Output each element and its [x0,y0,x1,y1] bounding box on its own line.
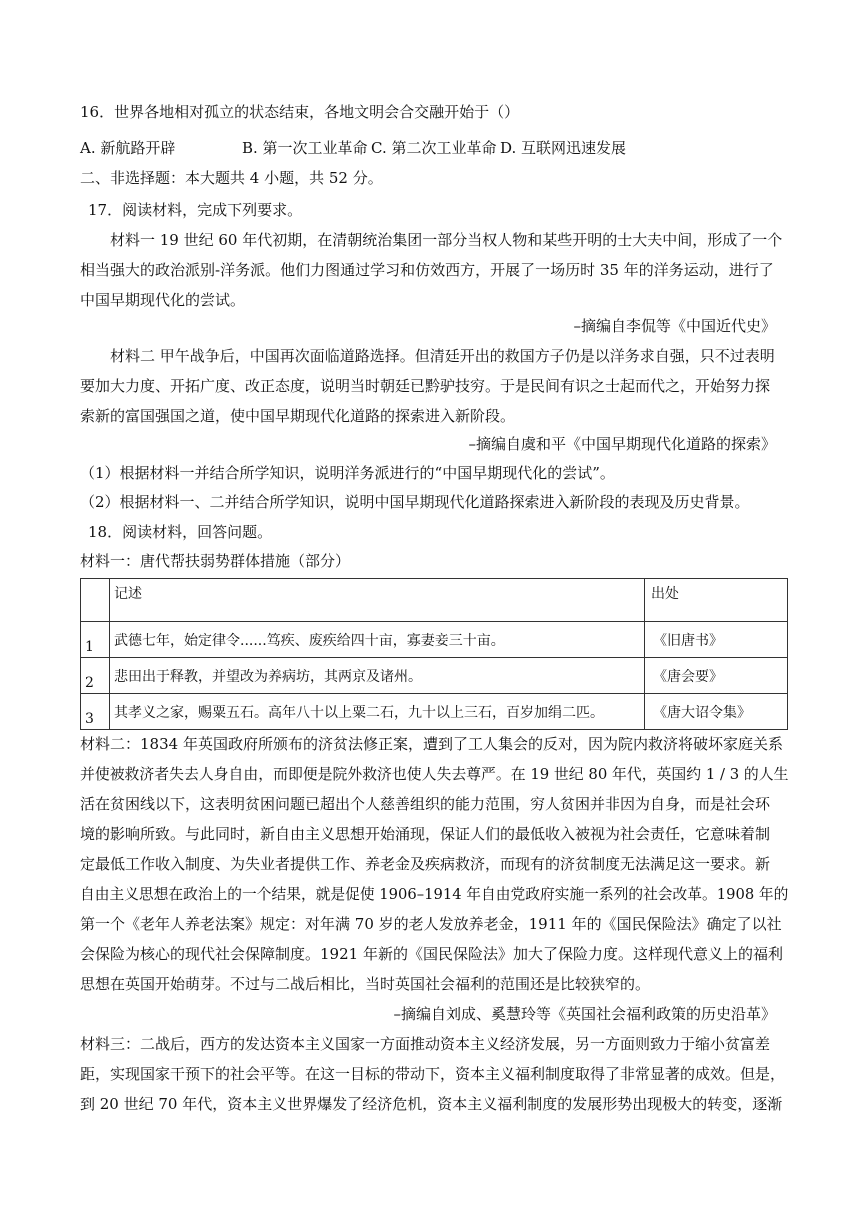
q18-material3-line: 距，实现国家干预下的社会平等。在这一目标的带动下，资本主义福利制度取得了非常显著的成效。但是， [80,1065,786,1083]
q16-option-c[interactable]: C. 第二次工业革命 [371,139,497,157]
table-cell-source: 《唐大诏令集》 [645,694,788,730]
table-cell-index: 1 [81,622,110,658]
table-cell-source: 《旧唐书》 [645,622,788,658]
q18-material3-line: 材料三：二战后，西方的发达资本主义国家一方面推动资本主义经济发展，另一方面则致力于缩小贫富差 [80,1035,771,1053]
q18-material3-line: 到 20 世纪 70 年代，资本主义世界爆发了经济危机，资本主义福利制度的发展形势出现极大的转变，逐渐 [80,1095,783,1113]
table-cell-text: 悲田出于释教，并望改为养病坊，其两京及诸州。 [110,658,645,694]
section-2-heading: 二、非选择题：本大题共 4 小题，共 52 分。 [80,169,383,187]
q18-material2-source: –摘编自刘成、奚慧玲等《英国社会福利政策的历史沿革》 [393,1005,776,1023]
table-header-row [81,579,788,622]
table-header-cell: 出处 [645,579,788,622]
q16-options [80,138,780,158]
table-row [81,622,788,658]
table-cell-text: 武德七年，始定律令......笃疾、废疾给四十亩，寡妻妾三十亩。 [110,622,645,658]
q17-subquestion-1: （1）根据材料一并结合所学知识，说明洋务派进行的“中国早期现代化的尝试”。 [80,464,615,482]
table-cell-index: 2 [81,658,110,694]
q17-material1-line: 中国早期现代化的尝试。 [80,291,246,309]
q18-material2-line: 会保险为核心的现代社会保障制度。1921 年新的《国民保险法》加大了保险力度。这样现代意义上的福利 [80,945,783,963]
table-cell-text: 其孝义之家，赐粟五石。高年八十以上粟二石，九十以上三石，百岁加绢二匹。 [110,694,645,730]
q18-material2-line: 自由主义思想在政治上的一个结果，就是促使 1906–1914 年自由党政府实施一系列的社会改革。1908 年的 [80,885,789,903]
table-row [81,658,788,694]
q18-material2-line: 第一个《老年人养老法案》规定：对年满 70 岁的老人发放养老金，1911 年的《国民保险法》确定了以社 [80,915,782,933]
q18-material2-line: 活在贫困线以下，这表明贫困问题已超出个人慈善组织的能力范围，穷人贫困并非因为自身，而是社会环 [80,795,771,813]
q16-option-a[interactable]: A. 新航路开辟 [80,139,176,157]
table-cell-source: 《唐会要》 [645,658,788,694]
q17-material1-source: –摘编自李侃等《中国近代史》 [573,317,776,335]
q16-stem: 16．世界各地相对孤立的状态结束，各地文明会合交融开始于（） [80,103,520,121]
table-header-cell [81,579,110,622]
q18-material2-line: 材料二：1834 年英国政府所颁布的济贫法修正案，遭到了工人集会的反对，因为院内救济将破坏家庭关系 [80,735,783,753]
q18-material2-line: 境的影响所致。与此同时，新自由主义思想开始涌现，保证人们的最低收入被视为社会责任，它意味着制 [80,825,771,843]
q17-material2-source: –摘编自虞和平《中国早期现代化道路的探索》 [468,435,776,453]
q17-material2-line: 索新的富国强国之道，使中国早期现代化道路的探索进入新阶段。 [80,407,516,425]
table-row [81,694,788,730]
q16-option-b[interactable]: B. 第一次工业革命 [242,139,368,157]
q17-material1-line: 相当强大的政治派别-洋务派。他们力图通过学习和仿效西方，开展了一场历时 35 年的洋务运动，进行了 [80,261,774,279]
q17-stem: 17．阅读材料，完成下列要求。 [88,201,303,219]
q17-subquestion-2: （2）根据材料一、二并结合所学知识，说明中国早期现代化道路探索进入新阶段的表现及历史背景。 [80,493,750,511]
q18-stem: 18．阅读材料，回答问题。 [88,523,273,541]
q17-material1-line: 材料一 19 世纪 60 年代初期，在清朝统治集团一部分当权人物和某些开明的士大夫中间，形成了一个 [110,231,783,249]
q17-material2-line: 材料二 甲午战争后，中国再次面临道路选择。但清廷开出的救国方子仍是以洋务求自强，只不过表明 [110,347,775,365]
q16-option-d[interactable]: D. 互联网迅速发展 [500,139,627,157]
q18-material2-line: 并使被救济者失去人身自由，而即便是院外救济也使人失去尊严。在 19 世纪 80 年代，英国约 1 / 3 的人生 [80,765,789,783]
table-cell-index: 3 [81,694,110,730]
tang-measures-table [80,578,788,730]
table-header-cell: 记述 [110,579,645,622]
q17-material2-line: 要加大力度、开拓广度、改正态度，说明当时朝廷已黔驴技穷。于是民间有识之士起而代之，开始努力探 [80,377,771,395]
q18-material2-line: 思想在英国开始萌芽。不过与二战后相比，当时英国社会福利的范围还是比较狭窄的。 [80,975,651,993]
q18-material2-line: 定最低工作收入制度、为失业者提供工作、养老金及疾病救济，而现有的济贫制度无法满足这一要求。新 [80,855,771,873]
q18-material1-title: 材料一：唐代帮扶弱势群体措施（部分） [80,552,351,570]
